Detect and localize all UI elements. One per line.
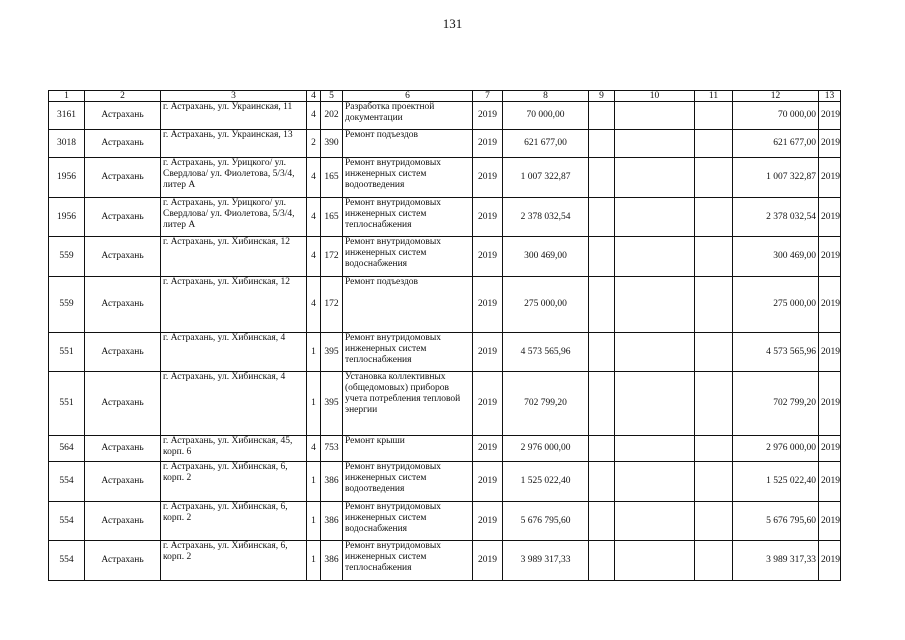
table-row [49,502,841,541]
column-number: 6 [343,91,473,102]
row-id: 564 [49,436,85,462]
row-id: 551 [49,372,85,436]
col10-cell [615,372,695,436]
year-cell: 2019 [473,130,503,158]
col4-cell: 2 [307,130,321,158]
total-cell: 1 007 322,87 [733,158,819,198]
col5-cell: 386 [321,462,343,502]
row-id: 559 [49,237,85,277]
year2-cell: 2019 [819,102,841,130]
col5-cell: 165 [321,198,343,237]
col5-cell: 386 [321,502,343,541]
year2-cell: 2019 [819,277,841,333]
col4-cell: 1 [307,333,321,372]
col9-cell [589,277,615,333]
col5-cell: 395 [321,333,343,372]
col10-cell [615,502,695,541]
table-row [49,130,841,158]
col4-cell: 4 [307,198,321,237]
column-number: 4 [307,91,321,102]
col10-cell [615,277,695,333]
city-cell: Астрахань [85,502,161,541]
row-id: 554 [49,541,85,581]
col11-cell [695,130,733,158]
col4-cell: 4 [307,237,321,277]
col10-cell [615,130,695,158]
column-number-row [49,91,841,102]
address-cell: г. Астрахань, ул. Хибинская, 12 [161,237,307,277]
total-cell: 5 676 795,60 [733,502,819,541]
work-type-cell: Ремонт внутридомовых инженерных систем теплоснабжения [343,333,473,372]
total-cell: 300 469,00 [733,237,819,277]
city-cell: Астрахань [85,237,161,277]
col9-cell [589,158,615,198]
col9-cell [589,237,615,277]
amount-cell: 3 989 317,33 [503,541,589,581]
col4-cell: 4 [307,158,321,198]
year-cell: 2019 [473,502,503,541]
row-id: 1956 [49,198,85,237]
table-row [49,102,841,130]
city-cell: Астрахань [85,277,161,333]
city-cell: Астрахань [85,198,161,237]
total-cell: 2 976 000,00 [733,436,819,462]
column-number: 9 [589,91,615,102]
column-number: 7 [473,91,503,102]
row-id: 1956 [49,158,85,198]
year-cell: 2019 [473,158,503,198]
col10-cell [615,237,695,277]
address-cell: г. Астрахань, ул. Хибинская, 6, корп. 2 [161,502,307,541]
col11-cell [695,502,733,541]
col4-cell: 4 [307,102,321,130]
city-cell: Астрахань [85,130,161,158]
col10-cell [615,541,695,581]
total-cell: 275 000,00 [733,277,819,333]
year-cell: 2019 [473,237,503,277]
amount-cell: 702 799,20 [503,372,589,436]
col11-cell [695,237,733,277]
column-number: 10 [615,91,695,102]
col9-cell [589,541,615,581]
col10-cell [615,462,695,502]
col11-cell [695,158,733,198]
col9-cell [589,102,615,130]
col9-cell [589,198,615,237]
year-cell: 2019 [473,198,503,237]
col9-cell [589,502,615,541]
year-cell: 2019 [473,372,503,436]
total-cell: 3 989 317,33 [733,541,819,581]
year-cell: 2019 [473,462,503,502]
city-cell: Астрахань [85,541,161,581]
column-number: 3 [161,91,307,102]
col9-cell [589,372,615,436]
city-cell: Астрахань [85,372,161,436]
column-number: 8 [503,91,589,102]
col11-cell [695,436,733,462]
table-row [49,372,841,436]
column-number: 11 [695,91,733,102]
address-cell: г. Астрахань, ул. Украинская, 11 [161,102,307,130]
year2-cell: 2019 [819,333,841,372]
col11-cell [695,102,733,130]
address-cell: г. Астрахань, ул. Хибинская, 12 [161,277,307,333]
city-cell: Астрахань [85,333,161,372]
year2-cell: 2019 [819,198,841,237]
city-cell: Астрахань [85,462,161,502]
table-row [49,541,841,581]
total-cell: 4 573 565,96 [733,333,819,372]
col4-cell: 4 [307,277,321,333]
year-cell: 2019 [473,436,503,462]
amount-cell: 5 676 795,60 [503,502,589,541]
row-id: 559 [49,277,85,333]
col4-cell: 1 [307,462,321,502]
col5-cell: 390 [321,130,343,158]
table-row [49,158,841,198]
table-row [49,198,841,237]
address-cell: г. Астрахань, ул. Хибинская, 6, корп. 2 [161,541,307,581]
total-cell: 702 799,20 [733,372,819,436]
row-id: 554 [49,462,85,502]
col5-cell: 202 [321,102,343,130]
col11-cell [695,372,733,436]
col4-cell: 1 [307,502,321,541]
year2-cell: 2019 [819,541,841,581]
col5-cell: 172 [321,277,343,333]
address-cell: г. Астрахань, ул. Урицкого/ ул. Свердлова/ ул. Фиолетова, 5/3/4, литер А [161,158,307,198]
amount-cell: 4 573 565,96 [503,333,589,372]
amount-cell: 2 378 032,54 [503,198,589,237]
total-cell: 1 525 022,40 [733,462,819,502]
year2-cell: 2019 [819,158,841,198]
year2-cell: 2019 [819,436,841,462]
column-number: 13 [819,91,841,102]
col11-cell [695,541,733,581]
col11-cell [695,462,733,502]
program-table [48,90,841,581]
column-number: 12 [733,91,819,102]
col11-cell [695,333,733,372]
amount-cell: 300 469,00 [503,237,589,277]
address-cell: г. Астрахань, ул. Хибинская, 6, корп. 2 [161,462,307,502]
year-cell: 2019 [473,541,503,581]
col10-cell [615,102,695,130]
amount-cell: 1 525 022,40 [503,462,589,502]
work-type-cell: Ремонт внутридомовых инженерных систем водоотведения [343,462,473,502]
row-id: 551 [49,333,85,372]
col10-cell [615,198,695,237]
work-type-cell: Ремонт внутридомовых инженерных систем водоснабжения [343,237,473,277]
column-number: 5 [321,91,343,102]
col9-cell [589,436,615,462]
work-type-cell: Установка коллективных (общедомовых) приборов учета потребления тепловой энергии [343,372,473,436]
table-row [49,333,841,372]
work-type-cell: Ремонт подъездов [343,277,473,333]
year-cell: 2019 [473,102,503,130]
amount-cell: 275 000,00 [503,277,589,333]
year2-cell: 2019 [819,237,841,277]
address-cell: г. Астрахань, ул. Украинская, 13 [161,130,307,158]
year-cell: 2019 [473,333,503,372]
year-cell: 2019 [473,277,503,333]
col11-cell [695,198,733,237]
city-cell: Астрахань [85,158,161,198]
year2-cell: 2019 [819,130,841,158]
amount-cell: 70 000,00 [503,102,589,130]
year2-cell: 2019 [819,372,841,436]
col10-cell [615,436,695,462]
column-number: 1 [49,91,85,102]
col10-cell [615,333,695,372]
work-type-cell: Ремонт внутридомовых инженерных систем теплоснабжения [343,198,473,237]
work-type-cell: Ремонт внутридомовых инженерных систем теплоснабжения [343,541,473,581]
col9-cell [589,130,615,158]
total-cell: 2 378 032,54 [733,198,819,237]
col5-cell: 172 [321,237,343,277]
col4-cell: 4 [307,436,321,462]
col11-cell [695,277,733,333]
row-id: 3018 [49,130,85,158]
col9-cell [589,333,615,372]
page-number: 131 [442,16,463,31]
col5-cell: 753 [321,436,343,462]
city-cell: Астрахань [85,102,161,130]
work-type-cell: Ремонт крыши [343,436,473,462]
col5-cell: 386 [321,541,343,581]
address-cell: г. Астрахань, ул. Урицкого/ ул. Свердлова/ ул. Фиолетова, 5/3/4, литер А [161,198,307,237]
row-id: 3161 [49,102,85,130]
col4-cell: 1 [307,541,321,581]
amount-cell: 1 007 322,87 [503,158,589,198]
total-cell: 70 000,00 [733,102,819,130]
year2-cell: 2019 [819,502,841,541]
col10-cell [615,158,695,198]
address-cell: г. Астрахань, ул. Хибинская, 4 [161,333,307,372]
col5-cell: 395 [321,372,343,436]
work-type-cell: Ремонт подъездов [343,130,473,158]
table-row [49,436,841,462]
col9-cell [589,462,615,502]
year2-cell: 2019 [819,462,841,502]
table-row [49,237,841,277]
col4-cell: 1 [307,372,321,436]
address-cell: г. Астрахань, ул. Хибинская, 4 [161,372,307,436]
table-row [49,277,841,333]
address-cell: г. Астрахань, ул. Хибинская, 45, корп. 6 [161,436,307,462]
work-type-cell: Ремонт внутридомовых инженерных систем водоотведения [343,158,473,198]
total-cell: 621 677,00 [733,130,819,158]
row-id: 554 [49,502,85,541]
work-type-cell: Разработка проектной документации [343,102,473,130]
amount-cell: 2 976 000,00 [503,436,589,462]
work-type-cell: Ремонт внутридомовых инженерных систем водоснабжения [343,502,473,541]
column-number: 2 [85,91,161,102]
amount-cell: 621 677,00 [503,130,589,158]
col5-cell: 165 [321,158,343,198]
table-row [49,462,841,502]
city-cell: Астрахань [85,436,161,462]
